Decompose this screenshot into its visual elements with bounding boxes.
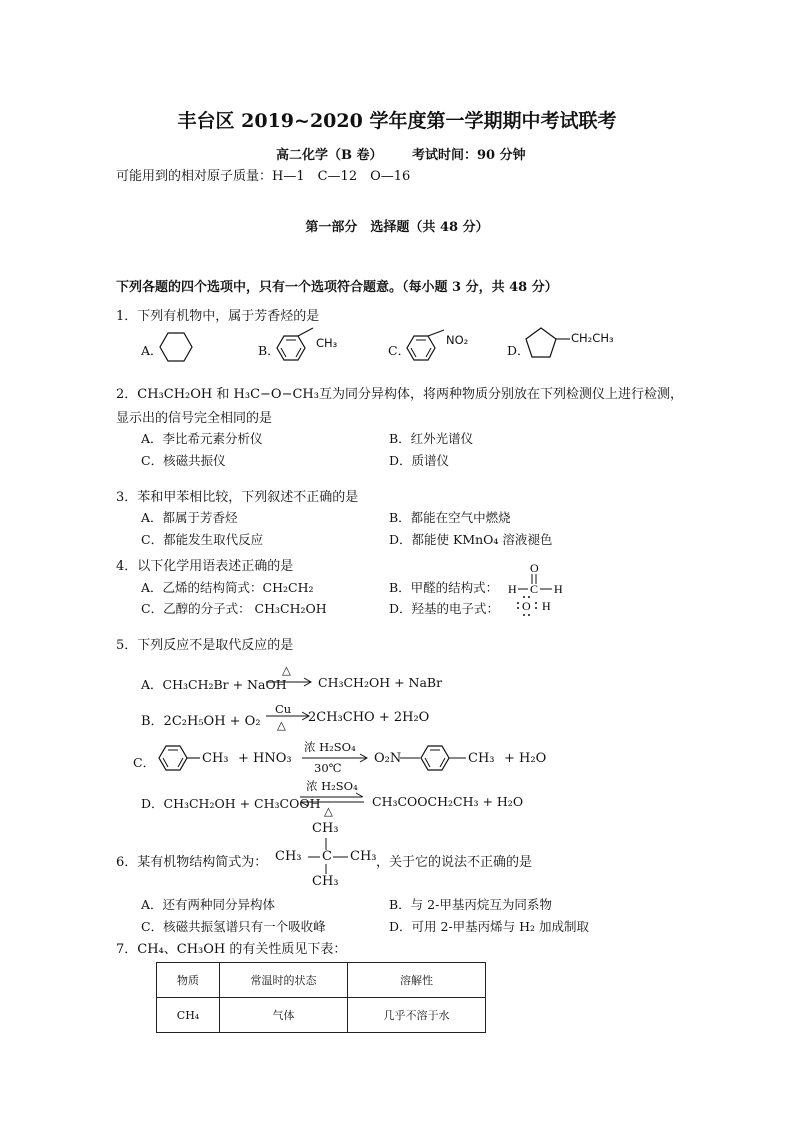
q5-c-reagent: + HNO₃ bbox=[238, 751, 292, 766]
q3-option-a: A．都属于芳香烃 bbox=[141, 510, 238, 525]
exam-time: 考试时间：90 分钟 bbox=[412, 148, 526, 163]
q7-stem: 7．CH₄、CH₃OH 的有关性质见下表： bbox=[116, 942, 347, 957]
q1-b-substituent: CH₃ bbox=[316, 336, 338, 350]
part1-instructions: 下列各题的四个选项中，只有一个选项符合题意。（每小题 3 分，共 48 分） bbox=[116, 280, 558, 295]
ethylcyclopentane-structure bbox=[525, 326, 575, 366]
table-header-row bbox=[157, 963, 486, 998]
q6-right-methyl: CH₃ bbox=[350, 849, 377, 864]
q2-option-d: D．质谱仪 bbox=[389, 453, 450, 468]
q5-b-heat: △ bbox=[277, 718, 286, 732]
q7-properties-table bbox=[156, 962, 486, 1033]
q6-stem-suffix: ，关于它的说法不正确的是 bbox=[376, 855, 533, 870]
q4-option-d: D．羟基的电子式： bbox=[389, 601, 500, 616]
q5-a-condition: △ bbox=[282, 663, 291, 677]
exam-subject: 高二化学（B 卷） bbox=[276, 148, 383, 163]
q5-c-nitro: O₂N bbox=[374, 751, 402, 766]
q6-option-a: A．还有两种同分异构体 bbox=[141, 897, 276, 912]
q4-option-c: C．乙醇的分子式： CH₃CH₂OH bbox=[141, 601, 327, 616]
q5-c-temperature: 30℃ bbox=[314, 761, 342, 775]
q6-top-methyl: CH₃ bbox=[312, 821, 339, 836]
q5-c-toluene-ring bbox=[158, 744, 206, 776]
q1-option-b-label: B． bbox=[258, 343, 280, 358]
q6-option-b: B．与 2-甲基丙烷互为同系物 bbox=[389, 897, 552, 912]
q2-option-b: B．红外光谱仪 bbox=[389, 431, 474, 446]
table-header-cell: 物质 bbox=[157, 963, 220, 998]
formaldehyde-h-left: H bbox=[508, 582, 517, 596]
q4-option-a: A．乙烯的结构简式：CH₂CH₂ bbox=[141, 580, 314, 595]
q1-c-substituent: NO₂ bbox=[446, 333, 469, 347]
formaldehyde-o: O bbox=[530, 561, 539, 575]
page-title: 丰台区 2019~2020 学年度第一学期期中考试联考 bbox=[177, 110, 617, 132]
q5-c-label: C． bbox=[133, 755, 156, 770]
q6-option-c: C．核磁共振氢谱只有一个吸收峰 bbox=[141, 919, 326, 934]
q5-c-water: + H₂O bbox=[504, 751, 547, 766]
q3-option-b: B．都能在空气中燃烧 bbox=[389, 510, 511, 525]
q1-option-c-label: C． bbox=[388, 343, 411, 358]
table-cell: CH₄ bbox=[157, 998, 220, 1033]
q5-c-product-methyl: CH₃ bbox=[468, 751, 495, 766]
atomic-mass-note: 可能用到的相对原子质量：H—1 C—12 O—16 bbox=[116, 169, 411, 184]
q5-d-reactants: D．CH₃CH₂OH + CH₃COOH bbox=[141, 796, 321, 811]
table-cell: 气体 bbox=[220, 998, 348, 1033]
table-header-cell: 常温时的状态 bbox=[220, 963, 348, 998]
q3-option-d: D．都能使 KMnO₄ 溶液褪色 bbox=[389, 532, 553, 547]
formaldehyde-structure bbox=[506, 561, 576, 595]
q2-option-c: C．核磁共振仪 bbox=[141, 453, 226, 468]
hydroxyl-o: O bbox=[522, 599, 531, 613]
q5-c-catalyst: 浓 H₂SO₄ bbox=[304, 740, 356, 754]
part1-heading: 第一部分 选择题（共 48 分） bbox=[305, 220, 489, 235]
q5-b-products: 2CH₃CHO + 2H₂O bbox=[308, 710, 430, 725]
q5-stem: 5．下列反应不是取代反应的是 bbox=[116, 638, 294, 653]
q1-option-d-label: D． bbox=[507, 343, 530, 358]
q4-stem: 4．以下化学用语表述正确的是 bbox=[116, 559, 294, 574]
table-cell: 几乎不溶于水 bbox=[348, 998, 486, 1033]
q1-stem: 1．下列有机物中，属于芳香烃的是 bbox=[116, 309, 320, 324]
q6-left-methyl: CH₃ bbox=[275, 849, 302, 864]
hydroxyl-h: H bbox=[542, 599, 551, 613]
q5-d-products: CH₃COOCH₂CH₃ + H₂O bbox=[372, 794, 524, 809]
formaldehyde-c: C bbox=[530, 582, 539, 596]
q5-a-arrow bbox=[266, 664, 316, 688]
q6-bonds bbox=[300, 838, 360, 878]
q5-c-methyl: CH₃ bbox=[202, 751, 229, 766]
q2-option-a: A．李比希元素分析仪 bbox=[141, 431, 263, 446]
table-row bbox=[157, 998, 486, 1033]
q5-c-product-ring bbox=[400, 744, 472, 776]
q6-center-carbon: C bbox=[322, 849, 332, 864]
q4-option-b: B．甲醛的结构式： bbox=[389, 580, 499, 595]
q5-d-catalyst: 浓 H₂SO₄ bbox=[306, 779, 358, 793]
q5-b-catalyst: Cu bbox=[275, 702, 292, 716]
q6-bottom-methyl: CH₃ bbox=[312, 874, 339, 889]
cyclohexane-structure bbox=[160, 330, 196, 366]
formaldehyde-h-right: H bbox=[554, 582, 563, 596]
q5-a-reactants: A．CH₃CH₂Br + NaOH bbox=[141, 677, 287, 692]
q1-d-substituent: CH₂CH₃ bbox=[571, 331, 614, 345]
table-header-cell: 溶解性 bbox=[348, 963, 486, 998]
q5-b-reactants: B．2C₂H₅OH + O₂ bbox=[141, 714, 261, 729]
q5-a-products: CH₃CH₂OH + NaBr bbox=[318, 675, 443, 690]
q1-option-a-label: A． bbox=[141, 343, 163, 358]
q6-stem-prefix: 6．某有机物结构简式为： bbox=[116, 855, 268, 870]
q2-stem-line1: 2．CH₃CH₂OH 和 H₃C−O−CH₃互为同分异构体，将两种物质分别放在下列检测仪上进行检测， bbox=[116, 387, 683, 402]
q3-stem: 3．苯和甲苯相比较，下列叙述不正确的是 bbox=[116, 490, 359, 505]
q6-option-d: D．可用 2-甲基丙烯与 H₂ 加成制取 bbox=[389, 919, 590, 934]
q2-stem-line2: 显示出的信号完全相同的是 bbox=[116, 411, 273, 426]
hydroxyl-electron-dot bbox=[518, 595, 558, 619]
q3-option-c: C．都能发生取代反应 bbox=[141, 532, 264, 547]
q5-d-heat: △ bbox=[324, 804, 333, 818]
